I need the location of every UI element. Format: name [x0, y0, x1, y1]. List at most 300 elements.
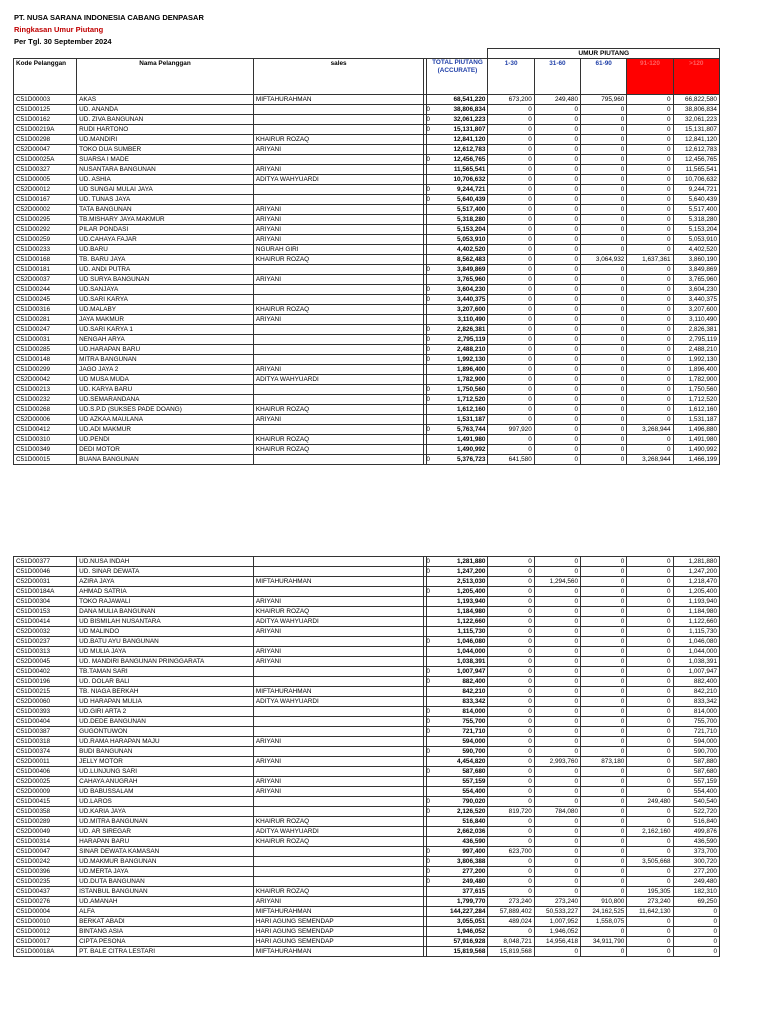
cell-flag: 0 [424, 807, 427, 817]
cell-kode: C51D00162 [14, 115, 77, 125]
cell-91-120: 3,268,944 [627, 425, 673, 435]
cell-1-30: 0 [488, 115, 534, 125]
cell-61-90: 0 [581, 557, 627, 567]
report-date: Per Tgl. 30 September 2024 [14, 37, 112, 46]
table-row [14, 345, 720, 355]
cell-61-90: 0 [581, 817, 627, 827]
cell-sales: ADITYA WAHYUARDI [253, 697, 423, 707]
cell-kode: C51D00242 [14, 857, 77, 867]
cell-1-30: 0 [488, 717, 534, 727]
cell-kode: C51D00213 [14, 385, 77, 395]
table-row [14, 275, 720, 285]
cell-91-120: 0 [627, 315, 673, 325]
cell-61-90: 0 [581, 215, 627, 225]
cell-kode: C51D00349 [14, 445, 77, 455]
table-row [14, 827, 720, 837]
cell-61-90: 0 [581, 607, 627, 617]
cell-31-60: 0 [534, 777, 580, 787]
cell-kode: C51D00237 [14, 637, 77, 647]
cell-91-120: 0 [627, 305, 673, 315]
cell-sales: HARI AGUNG SEMENDAP [253, 927, 423, 937]
cell-over-120: 5,053,910 [673, 235, 719, 245]
cell-over-120: 516,840 [673, 817, 719, 827]
cell-61-90: 0 [581, 877, 627, 887]
cell-91-120: 0 [627, 817, 673, 827]
cell-sales: KHAIRUR ROZAQ [253, 135, 423, 145]
cell-total: 842,210 [427, 687, 488, 697]
cell-1-30: 0 [488, 607, 534, 617]
cell-1-30: 0 [488, 707, 534, 717]
cell-31-60: 0 [534, 245, 580, 255]
cell-over-120: 12,456,765 [673, 155, 719, 165]
cell-over-120: 1,184,980 [673, 607, 719, 617]
cell-total: 1,946,052 [427, 927, 488, 937]
cell-sales: ARIYANI [253, 597, 423, 607]
cell-nama: CIPTA PESONA [77, 937, 254, 947]
cell-nama: UD.MANDIRI [77, 135, 254, 145]
cell-91-120: 0 [627, 235, 673, 245]
cell-kode: C51D00153 [14, 607, 77, 617]
table-row [14, 717, 720, 727]
cell-91-120: 0 [627, 747, 673, 757]
cell-91-120: 0 [627, 597, 673, 607]
cell-over-120: 32,061,223 [673, 115, 719, 125]
cell-sales: MIFTAHURAHMAN [253, 95, 423, 105]
cell-91-120: 0 [627, 335, 673, 345]
cell-sales: MIFTAHURAHMAN [253, 577, 423, 587]
table-row [14, 105, 720, 115]
cell-31-60: 0 [534, 385, 580, 395]
cell-nama: UD.ADI MAKMUR [77, 425, 254, 435]
cell-kode: C51D00374 [14, 747, 77, 757]
cell-kode: C51D00244 [14, 285, 77, 295]
cell-91-120: 0 [627, 577, 673, 587]
cell-nama: CAHAYA ANUGRAH [77, 777, 254, 787]
cell-flag: 0 [424, 557, 427, 567]
cell-over-120: 540,540 [673, 797, 719, 807]
cell-kode: C51D00148 [14, 355, 77, 365]
cell-total: 1,038,391 [427, 657, 488, 667]
cell-1-30: 0 [488, 385, 534, 395]
cell-over-120: 182,310 [673, 887, 719, 897]
cell-61-90: 0 [581, 667, 627, 677]
col-header-1-30: 1-30 [488, 59, 534, 95]
cell-kode: C51D00184A [14, 587, 77, 597]
table-row [14, 817, 720, 827]
table-row [14, 325, 720, 335]
cell-over-120: 1,044,000 [673, 647, 719, 657]
cell-sales: KHAIRUR ROZAQ [253, 305, 423, 315]
cell-flag: 0 [424, 637, 427, 647]
cell-61-90: 0 [581, 395, 627, 405]
cell-nama: SUARSA I MADE [77, 155, 254, 165]
cell-over-120: 1,205,400 [673, 587, 719, 597]
cell-31-60: 0 [534, 195, 580, 205]
cell-total: 5,053,910 [427, 235, 488, 245]
cell-61-90: 0 [581, 567, 627, 577]
cell-total: 997,400 [427, 847, 488, 857]
cell-over-120: 1,992,130 [673, 355, 719, 365]
cell-kode: C51D00018A [14, 947, 77, 957]
cell-61-90: 0 [581, 155, 627, 165]
cell-kode: C51D00167 [14, 195, 77, 205]
table-row [14, 205, 720, 215]
cell-nama: UD. ANDI PUTRA [77, 265, 254, 275]
cell-91-120: 0 [627, 435, 673, 445]
cell-91-120: 0 [627, 345, 673, 355]
cell-nama: UD.GIRI ARTA 2 [77, 707, 254, 717]
cell-nama: TOKO RAJAWALI [77, 597, 254, 607]
cell-flag: 0 [424, 877, 427, 887]
cell-nama: MITRA BANGUNAN [77, 355, 254, 365]
table-row [14, 265, 720, 275]
cell-over-120: 1,281,880 [673, 557, 719, 567]
cell-nama: UD.MITRA BANGUNAN [77, 817, 254, 827]
cell-kode: C51D00232 [14, 395, 77, 405]
table-row [14, 385, 720, 395]
cell-91-120: 0 [627, 95, 673, 105]
cell-flag: 0 [424, 385, 427, 395]
cell-1-30: 15,819,568 [488, 947, 534, 957]
cell-sales [253, 425, 423, 435]
table-row [14, 405, 720, 415]
cell-61-90: 0 [581, 385, 627, 395]
cell-31-60: 0 [534, 405, 580, 415]
cell-31-60: 0 [534, 275, 580, 285]
cell-91-120: 0 [627, 807, 673, 817]
cell-91-120: 0 [627, 947, 673, 957]
cell-1-30: 641,580 [488, 455, 534, 465]
cell-1-30: 0 [488, 637, 534, 647]
cell-total: 2,662,036 [427, 827, 488, 837]
cell-91-120: 0 [627, 657, 673, 667]
cell-61-90: 0 [581, 587, 627, 597]
cell-over-120: 3,207,600 [673, 305, 719, 315]
cell-31-60: 0 [534, 115, 580, 125]
table-row [14, 365, 720, 375]
cell-91-120: 0 [627, 225, 673, 235]
cell-over-120: 1,115,730 [673, 627, 719, 637]
cell-1-30: 0 [488, 345, 534, 355]
cell-over-120: 833,342 [673, 697, 719, 707]
cell-nama: JAYA MAKMUR [77, 315, 254, 325]
cell-flag: 0 [424, 395, 427, 405]
cell-91-120: 0 [627, 185, 673, 195]
cell-over-120: 1,496,880 [673, 425, 719, 435]
cell-kode: C51D00247 [14, 325, 77, 335]
cell-31-60: 0 [534, 617, 580, 627]
cell-nama: GUGONTUWON [77, 727, 254, 737]
cell-31-60: 249,480 [534, 95, 580, 105]
cell-kode: C51D00387 [14, 727, 77, 737]
cell-1-30: 0 [488, 617, 534, 627]
cell-nama: UD.SARI KARYA [77, 295, 254, 305]
table-row [14, 245, 720, 255]
cell-flag: 0 [424, 747, 427, 757]
cell-nama: ISTANBUL BANGUNAN [77, 887, 254, 897]
cell-91-120: 0 [627, 587, 673, 597]
cell-sales [253, 345, 423, 355]
table-row [14, 235, 720, 245]
cell-1-30: 0 [488, 837, 534, 847]
cell-31-60: 0 [534, 435, 580, 445]
cell-1-30: 0 [488, 777, 534, 787]
cell-91-120: 0 [627, 637, 673, 647]
cell-1-30: 0 [488, 817, 534, 827]
cell-31-60: 0 [534, 175, 580, 185]
cell-1-30: 0 [488, 737, 534, 747]
cell-31-60: 0 [534, 727, 580, 737]
cell-nama: UD MULIA JAYA [77, 647, 254, 657]
cell-61-90: 0 [581, 597, 627, 607]
cell-91-120: 0 [627, 677, 673, 687]
cell-total: 249,480 [427, 877, 488, 887]
cell-31-60: 0 [534, 677, 580, 687]
cell-61-90: 0 [581, 375, 627, 385]
table-row [14, 255, 720, 265]
cell-61-90: 0 [581, 687, 627, 697]
cell-91-120: 0 [627, 215, 673, 225]
cell-kode: C51D00313 [14, 647, 77, 657]
cell-31-60: 0 [534, 647, 580, 657]
cell-nama: TB. BARU JAYA [77, 255, 254, 265]
cell-91-120: 0 [627, 777, 673, 787]
cell-over-120: 436,590 [673, 837, 719, 847]
cell-sales: ARIYANI [253, 627, 423, 637]
cell-nama: UD. ASHIA [77, 175, 254, 185]
cell-nama: ALFA [77, 907, 254, 917]
aging-rows-2 [14, 557, 720, 957]
cell-1-30: 0 [488, 285, 534, 295]
cell-kode: C51D00276 [14, 897, 77, 907]
cell-total: 11,565,541 [427, 165, 488, 175]
cell-nama: AHMAD SATRIA [77, 587, 254, 597]
cell-sales: ARIYANI [253, 215, 423, 225]
cell-sales: KHAIRUR ROZAQ [253, 445, 423, 455]
table-row [14, 175, 720, 185]
table-row [14, 927, 720, 937]
cell-sales [253, 747, 423, 757]
cell-1-30: 0 [488, 797, 534, 807]
cell-31-60: 0 [534, 395, 580, 405]
cell-kode: C51D00010 [14, 917, 77, 927]
table-row [14, 767, 720, 777]
cell-1-30: 0 [488, 667, 534, 677]
cell-1-30: 0 [488, 135, 534, 145]
cell-nama: BINTANG ASIA [77, 927, 254, 937]
table-row [14, 857, 720, 867]
cell-kode: C51D00310 [14, 435, 77, 445]
cell-total: 1,007,947 [427, 667, 488, 677]
cell-nama: PILAR PONDASI [77, 225, 254, 235]
cell-total: 594,000 [427, 737, 488, 747]
table-row [14, 305, 720, 315]
cell-61-90: 3,064,932 [581, 255, 627, 265]
cell-91-120: 0 [627, 195, 673, 205]
cell-sales [253, 455, 423, 465]
cell-total: 3,765,960 [427, 275, 488, 285]
cell-flag: 0 [424, 105, 427, 115]
cell-61-90: 795,960 [581, 95, 627, 105]
cell-31-60: 0 [534, 747, 580, 757]
cell-total: 2,488,210 [427, 345, 488, 355]
cell-nama: AZIRA JAYA [77, 577, 254, 587]
cell-over-120: 5,517,400 [673, 205, 719, 215]
cell-31-60: 14,956,418 [534, 937, 580, 947]
table-row [14, 797, 720, 807]
cell-nama: UD.CAHAYA FAJAR [77, 235, 254, 245]
cell-total: 4,402,520 [427, 245, 488, 255]
cell-over-120: 842,210 [673, 687, 719, 697]
cell-total: 1,184,980 [427, 607, 488, 617]
cell-nama: UD.BATU AYU BANGUNAN [77, 637, 254, 647]
cell-over-120: 2,488,210 [673, 345, 719, 355]
cell-1-30: 0 [488, 375, 534, 385]
cell-61-90: 0 [581, 285, 627, 295]
cell-total: 1,491,980 [427, 435, 488, 445]
cell-flag: 0 [424, 265, 427, 275]
cell-nama: JAGO JAYA 2 [77, 365, 254, 375]
cell-total: 1,612,160 [427, 405, 488, 415]
cell-61-90: 0 [581, 847, 627, 857]
col-header-sales: sales [253, 59, 423, 95]
cell-sales: KHAIRUR ROZAQ [253, 255, 423, 265]
cell-nama: SINAR DEWATA KAMASAN [77, 847, 254, 857]
cell-1-30: 0 [488, 767, 534, 777]
table-row [14, 807, 720, 817]
cell-91-120: 0 [627, 757, 673, 767]
cell-31-60: 0 [534, 215, 580, 225]
cell-kode: C51D00327 [14, 165, 77, 175]
table-row [14, 667, 720, 677]
cell-kode: C51D00295 [14, 215, 77, 225]
cell-31-60: 1,946,052 [534, 927, 580, 937]
cell-sales [253, 717, 423, 727]
cell-sales: MIFTAHURAHMAN [253, 687, 423, 697]
cell-61-90: 0 [581, 767, 627, 777]
cell-total: 12,456,765 [427, 155, 488, 165]
cell-91-120: 195,305 [627, 887, 673, 897]
cell-91-120: 3,505,668 [627, 857, 673, 867]
cell-31-60: 0 [534, 587, 580, 597]
cell-kode: C52D00031 [14, 577, 77, 587]
cell-nama: UD.HARAPAN BARU [77, 345, 254, 355]
cell-sales: KHAIRUR ROZAQ [253, 405, 423, 415]
cell-nama: BERKAT ABADI [77, 917, 254, 927]
cell-91-120: 0 [627, 205, 673, 215]
table-row [14, 165, 720, 175]
cell-kode: C52D00042 [14, 375, 77, 385]
cell-sales [253, 797, 423, 807]
cell-61-90: 0 [581, 275, 627, 285]
cell-total: 4,454,820 [427, 757, 488, 767]
cell-kode: C51D00215 [14, 687, 77, 697]
cell-1-30: 0 [488, 355, 534, 365]
cell-31-60: 0 [534, 345, 580, 355]
cell-61-90: 0 [581, 245, 627, 255]
cell-nama: UD.RAMA HARAPAN MAJU [77, 737, 254, 747]
cell-total: 5,517,400 [427, 205, 488, 215]
table-row [14, 887, 720, 897]
cell-61-90: 0 [581, 657, 627, 667]
cell-1-30: 0 [488, 647, 534, 657]
cell-over-120: 5,640,439 [673, 195, 719, 205]
cell-1-30: 0 [488, 787, 534, 797]
cell-sales [253, 857, 423, 867]
cell-sales [253, 867, 423, 877]
cell-1-30: 0 [488, 315, 534, 325]
cell-1-30: 0 [488, 627, 534, 637]
cell-31-60: 0 [534, 355, 580, 365]
cell-31-60: 0 [534, 667, 580, 677]
cell-1-30: 0 [488, 205, 534, 215]
cell-61-90: 0 [581, 405, 627, 415]
cell-total: 144,227,284 [427, 907, 488, 917]
cell-1-30: 0 [488, 587, 534, 597]
table-row [14, 877, 720, 887]
cell-1-30: 0 [488, 265, 534, 275]
cell-over-120: 5,318,280 [673, 215, 719, 225]
cell-31-60: 0 [534, 135, 580, 145]
cell-31-60: 2,993,760 [534, 757, 580, 767]
cell-nama: TATA BANGUNAN [77, 205, 254, 215]
cell-91-120: 0 [627, 275, 673, 285]
cell-over-120: 1,750,560 [673, 385, 719, 395]
cell-91-120: 0 [627, 155, 673, 165]
cell-91-120: 0 [627, 295, 673, 305]
cell-31-60: 50,533,227 [534, 907, 580, 917]
cell-1-30: 0 [488, 827, 534, 837]
cell-61-90: 0 [581, 125, 627, 135]
cell-kode: C51D00393 [14, 707, 77, 717]
cell-kode: C52D00060 [14, 697, 77, 707]
cell-flag: 0 [424, 355, 427, 365]
cell-total: 15,819,568 [427, 947, 488, 957]
cell-91-120: 249,480 [627, 797, 673, 807]
table-row [14, 567, 720, 577]
cell-31-60: 0 [534, 455, 580, 465]
cell-sales: NGURAH GIRI [253, 245, 423, 255]
cell-1-30: 0 [488, 557, 534, 567]
cell-over-120: 3,604,230 [673, 285, 719, 295]
table-row [14, 195, 720, 205]
cell-61-90: 0 [581, 305, 627, 315]
cell-1-30: 0 [488, 697, 534, 707]
cell-kode: C51D00012 [14, 927, 77, 937]
cell-91-120: 0 [627, 667, 673, 677]
cell-over-120: 1,193,940 [673, 597, 719, 607]
cell-31-60: 0 [534, 737, 580, 747]
cell-1-30: 0 [488, 105, 534, 115]
cell-nama: UD.MALABY [77, 305, 254, 315]
cell-over-120: 11,565,541 [673, 165, 719, 175]
cell-total: 1,247,200 [427, 567, 488, 577]
cell-1-30: 0 [488, 125, 534, 135]
col-header-nama: Nama Pelanggan [77, 59, 254, 95]
cell-kode: C51D00289 [14, 817, 77, 827]
cell-1-30: 0 [488, 235, 534, 245]
cell-sales [253, 637, 423, 647]
cell-nama: UD. SINAR DEWATA [77, 567, 254, 577]
cell-1-30: 0 [488, 325, 534, 335]
cell-flag: 0 [424, 425, 427, 435]
cell-31-60: 0 [534, 305, 580, 315]
cell-nama: UD.MERTA JAYA [77, 867, 254, 877]
cell-total: 833,342 [427, 697, 488, 707]
cell-31-60: 784,080 [534, 807, 580, 817]
cell-nama: BUANA BANGUNAN [77, 455, 254, 465]
cell-flag: 0 [424, 667, 427, 677]
